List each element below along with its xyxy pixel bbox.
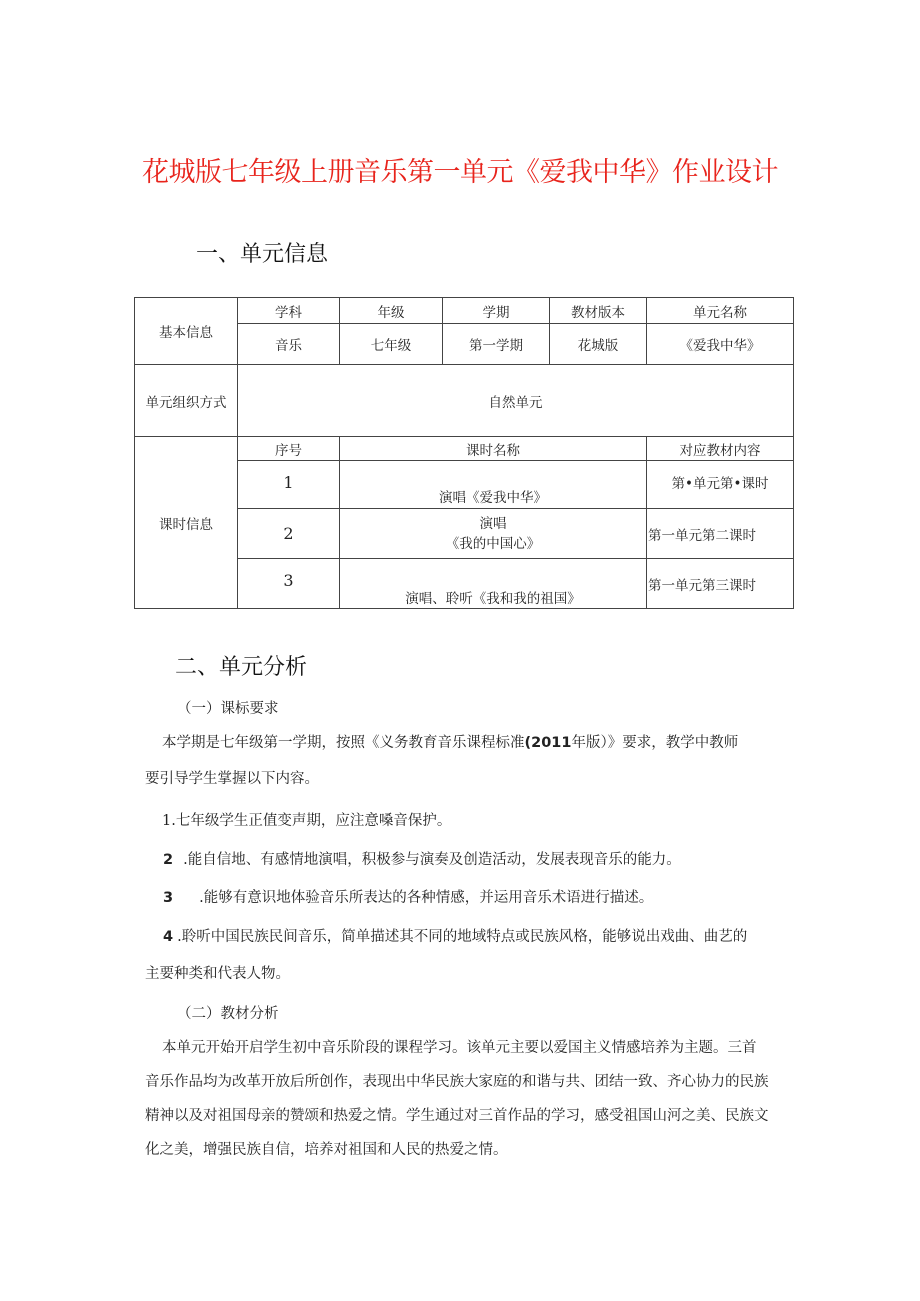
header-lesson-name: 课时名称 <box>340 437 647 461</box>
value-unit-name: 《爱我中华》 <box>647 324 794 365</box>
unit-info-table <box>134 297 794 609</box>
list-item-2-text: .能自信地、有感情地演唱，积极参与演奏及创造活动，发展表现音乐的能力。 <box>183 852 681 868</box>
lesson-2-name-line2: 《我的中国心》 <box>445 535 541 552</box>
basic-info-label: 基本信息 <box>135 298 238 365</box>
header-lesson-content: 对应教材内容 <box>647 437 794 461</box>
section-heading-unit-analysis: 二、单元分析 <box>175 655 308 680</box>
curriculum-line1-part2: 年版）》要求，教学中教师 <box>571 735 739 751</box>
lesson-1-no: 1 <box>238 461 340 509</box>
list-item-3-text: .能够有意识地体验音乐所表达的各种情感，并运用音乐术语进行描述。 <box>199 890 654 906</box>
paragraph-textbook-line4: 化之美，增强民族自信，培养对祖国和人民的热爱之情。 <box>145 1142 508 1158</box>
header-term: 学期 <box>443 298 550 324</box>
list-item-3-num: 3 <box>163 890 174 906</box>
curriculum-line1-year: (2011 <box>524 735 572 751</box>
org-value: 自然单元 <box>238 365 794 437</box>
lesson-2-content: 第一单元第二课时 <box>647 509 794 559</box>
lesson-2-name <box>340 509 647 559</box>
lesson-2-no: 2 <box>238 509 340 559</box>
paragraph-curriculum <box>145 725 802 797</box>
org-label: 单元组织方式 <box>135 365 238 437</box>
header-lesson-no: 序号 <box>238 437 340 461</box>
list-item-4 <box>163 925 747 946</box>
value-term: 第一学期 <box>443 324 550 365</box>
paragraph-curriculum-line1 <box>162 725 802 761</box>
list-item-3 <box>163 886 653 907</box>
lesson-1-content: 第•单元第•课时 <box>647 461 794 509</box>
lesson-3-no: 3 <box>238 559 340 609</box>
lesson-1-name: 演唱《爱我中华》 <box>340 461 647 509</box>
list-item-4-line2: 主要种类和代表人物。 <box>145 966 290 982</box>
lesson-2-name-line1: 演唱 <box>479 515 507 532</box>
paragraph-textbook-line3: 精神以及对祖国母亲的赞颂和热爱之情。学生通过对三首作品的学习，感受祖国山河之美、民族文 <box>145 1108 769 1124</box>
paragraph-curriculum-line2: 要引导学生掌握以下内容。 <box>145 771 319 787</box>
list-item-1-num: 1. <box>162 813 176 829</box>
header-grade: 年级 <box>340 298 443 324</box>
subheading-textbook: （二）教材分析 <box>177 1006 279 1022</box>
list-item-1-text: 七年级学生正值变声期，应注意嗓音保护。 <box>175 813 452 829</box>
section-heading-unit-info: 一、单元信息 <box>196 242 329 267</box>
curriculum-line1-part1: 本学期是七年级第一学期，按照《义务教育音乐课程标准 <box>162 735 525 751</box>
subheading-curriculum: （一）课标要求 <box>177 701 279 717</box>
paragraph-textbook-line1: 本单元开始开启学生初中音乐阶段的课程学习。该单元主要以爱国主义情感培养为主题。三首 <box>162 1040 757 1056</box>
lesson-info-label: 课时信息 <box>135 437 238 609</box>
lesson-3-name: 演唱、聆听《我和我的祖国》 <box>340 559 647 609</box>
header-unit-name: 单元名称 <box>647 298 794 324</box>
value-grade: 七年级 <box>340 324 443 365</box>
list-item-4-text: .聆听中国民族民间音乐，简单描述其不同的地域特点或民族风格，能够说出戏曲、曲艺的 <box>177 929 748 945</box>
list-item-4-num: 4 <box>163 929 174 945</box>
paragraph-textbook-line2: 音乐作品均为改革开放后所创作，表现出中华民族大家庭的和谐与共、团结一致、齐心协力的民族 <box>145 1074 769 1090</box>
value-textbook: 花城版 <box>550 324 647 365</box>
paragraph-textbook <box>145 1031 805 1167</box>
header-textbook: 教材版本 <box>550 298 647 324</box>
list-item-1 <box>162 809 451 830</box>
value-subject: 音乐 <box>238 324 340 365</box>
document-title: 花城版七年级上册音乐第一单元《爱我中华》作业设计 <box>142 157 778 188</box>
list-item-2-num: 2 <box>163 852 174 868</box>
list-item-2 <box>163 848 681 869</box>
header-subject: 学科 <box>238 298 340 324</box>
lesson-3-content: 第一单元第三课时 <box>647 559 794 609</box>
